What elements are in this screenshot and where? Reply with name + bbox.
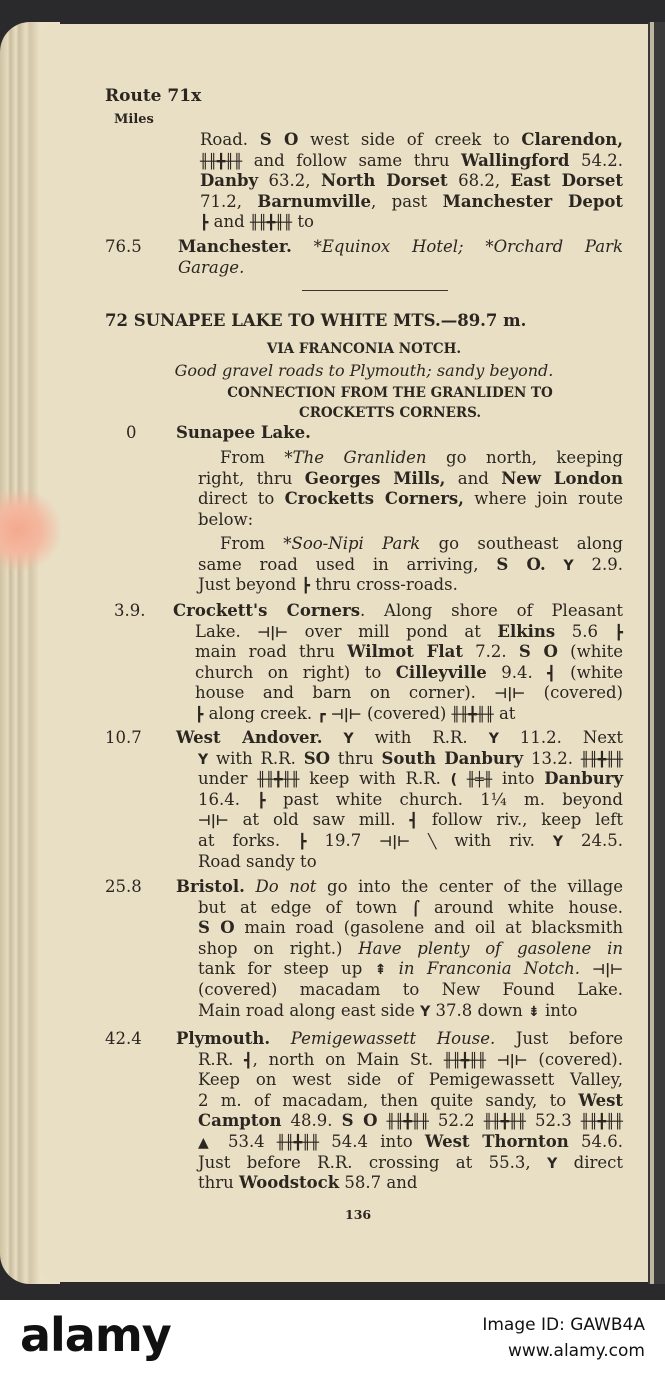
text-segment: 2.9. [573,554,623,574]
text-segment: main road thru [195,642,348,662]
route-symbol-icon: ╫╫╋╫╫ [386,1114,429,1131]
text-segment: Plymouth. [176,1029,271,1048]
route-symbol-icon: ╫╫╋╫╫ [276,1134,320,1151]
text-line [198,1091,623,1112]
text-line [178,237,623,258]
text-segment: S O [198,918,235,938]
text-line [198,980,623,1001]
text-segment: under [198,769,258,789]
text-segment [322,728,343,747]
text-line [176,877,623,898]
text-segment: at forks. [198,830,299,850]
text-segment: S O. [496,554,546,574]
text-segment: in Franconia Notch. [386,959,580,979]
text-segment: Crocketts Corners, [284,489,464,509]
watermark-bar [0,1300,665,1390]
text-segment [410,831,428,850]
text-line [200,192,623,213]
text-line [198,1070,623,1091]
connection-line-1: CONNECTION FROM THE GRANLIDEN TO [227,385,553,401]
text-segment: Woodstock [239,1173,340,1193]
text-segment: South Danbury [381,748,524,768]
text-line [198,918,623,939]
text-segment: 54.6. [568,1131,623,1151]
text-segment: Wallingford [461,150,570,170]
text-segment: Main road along east side [198,1000,421,1020]
section-via: VIA FRANCONIA NOTCH. [266,341,462,357]
text-line [198,852,623,873]
entry-bristol [176,877,623,1021]
route-symbol-icon: ╫╪╫ [466,772,493,789]
text-segment: 19.7 [306,830,380,850]
text-line [198,831,623,852]
mileage: 25.8 [105,877,142,896]
route-heading: Route 71x [105,86,202,106]
text-line [178,258,623,279]
text-segment: 5.6 [555,621,615,641]
text-segment: thru cross-roads. [310,575,458,595]
route-symbol-icon: ⌠ [411,900,420,917]
mileage: 3.9. [114,601,146,620]
route-symbol-icon: ┏ [317,706,326,723]
route-symbol-icon: ⊣|⊢ [379,833,410,850]
text-segment: 58.7 and [339,1173,418,1193]
route-symbol-icon: ⊣|⊢ [198,813,229,830]
text-segment: and [208,212,250,232]
text-segment: 24.5. [563,830,623,850]
text-segment: New London [501,468,623,488]
text-segment: go north, keeping [426,448,623,467]
sunapee-paragraph-2 [198,534,623,596]
text-segment: S O [518,642,558,662]
text-line [198,555,623,576]
text-segment: (covered). [527,1049,623,1069]
text-segment: direct to [198,489,285,509]
watermark-url: www.alamy.com [507,1341,645,1361]
text-segment: west side of creek to [298,130,522,149]
text-segment [378,1111,387,1130]
text-segment: Crockett's Corners [173,601,360,620]
text-segment: S O [341,1111,378,1131]
text-segment: , north on Main St. [252,1049,444,1069]
text-line [198,898,623,919]
text-line [198,489,623,510]
text-segment: Wilmot Flat [347,642,463,662]
route-symbol-icon: ( [450,772,458,789]
text-segment: 68.2, [447,171,511,191]
text-segment: but at edge of town [198,897,412,917]
text-segment [546,555,564,574]
text-segment: 54.4 into [319,1131,425,1151]
text-segment: at [493,703,516,723]
text-segment: Just before [495,1029,623,1048]
text-segment: into [539,1000,578,1020]
entry-manchester [178,237,623,278]
text-segment: thru [329,748,382,768]
text-line [198,790,623,811]
text-segment: into [492,769,545,789]
route-symbol-icon: ╫╫╋╫╫ [249,215,293,232]
text-segment: (covered) [525,683,623,703]
text-segment: S O [259,130,299,149]
route-symbol-icon: ┣ [257,792,266,809]
text-segment: Danby [200,171,259,191]
text-segment: North Dorset [320,171,448,191]
text-segment: Campton [198,1111,282,1131]
route-symbol-icon: ╫╫╋╫╫ [443,1052,487,1069]
text-segment: *Equinox Hotel; *Orchard Park [313,237,623,256]
text-segment: Road sandy to [198,851,317,871]
route-symbol-icon: Y [343,731,354,747]
connection-line-2: CROCKETTS CORNERS. [298,405,482,421]
text-segment: Just before R.R. crossing at 55.3, [198,1152,548,1172]
mileage: 10.7 [105,728,142,747]
entry-crocketts-corners [173,601,623,725]
route-symbol-icon: ╫╫╋╫╫ [451,706,494,723]
text-segment: Danbury [544,769,624,789]
top-paragraph [200,130,623,233]
text-segment: Pemigewassett House. [290,1029,496,1048]
text-line [198,510,623,531]
text-segment: 11.2. Next [498,728,624,747]
text-segment: From * [220,534,292,553]
route-symbol-icon: ⊣|⊢ [331,706,362,723]
text-segment: over mill pond at [288,621,498,641]
text-segment: go southeast along [420,534,623,553]
mileage: 42.4 [105,1029,142,1048]
route-symbol-icon: ╫╫╋╫╫ [483,1114,526,1131]
text-line [200,212,623,233]
text-line [198,769,623,790]
text-segment: to [292,212,314,232]
route-symbol-icon: Y [488,731,499,747]
text-line [200,130,623,151]
text-segment: 53.4 [215,1131,277,1151]
text-segment [245,877,256,896]
text-line [198,749,623,770]
route-symbol-icon: ┫ [547,665,556,682]
text-segment: West [578,1090,623,1110]
route-symbol-icon: ▲ [198,1134,216,1151]
text-line [198,939,623,960]
text-segment: Have plenty of gasolene in [358,938,624,958]
text-segment: 63.2, [258,171,321,191]
text-segment: , past [371,191,443,211]
text-segment: along creek. [203,703,318,723]
text-segment: Elkins [497,621,556,641]
text-line [198,534,623,555]
text-segment: with riv. [436,830,553,850]
route-symbol-icon: Y [552,833,563,850]
miles-label: Miles [114,112,154,127]
image-id: Image ID: GAWB4A [482,1315,645,1335]
text-line [200,151,623,172]
text-segment: (white [555,662,623,682]
text-segment: 52.3 [525,1111,581,1131]
text-segment: Georges Mills, [304,468,446,488]
text-line [198,1111,623,1132]
watermark-logo: alamy [20,1308,171,1362]
route-symbol-icon: ⊣|⊢ [257,624,289,641]
text-segment: house and barn on corner). [195,683,495,703]
text-segment: keep with R.R. [299,769,451,789]
route-symbol-icon: Y [547,1155,558,1172]
route-symbol-icon: Y [420,1003,431,1020]
text-line [198,1132,623,1153]
text-line [195,663,623,684]
text-segment: Do not [255,877,317,896]
mileage: 0 [126,423,137,442]
text-line [198,469,623,490]
route-symbol-icon: ┣ [301,578,311,595]
text-segment: below: [198,509,254,529]
text-segment: Road. [200,130,260,149]
text-segment: 16.4. [198,789,258,809]
text-segment: (covered) macadam to New Found Lake. [198,979,623,999]
text-segment: Soo-Nipi Park [291,534,421,553]
text-segment: Barnumville [257,191,372,211]
text-segment: church on right) to [195,662,396,682]
text-segment: R.R. [198,1049,245,1069]
text-segment: main road (gasolene and oil at blacksmith [234,918,623,938]
text-line [198,1153,623,1174]
text-segment: Keep on west side of Pemigewassett Valley, [198,1070,623,1090]
text-segment: same road used in arriving, [198,554,497,574]
text-segment: tank for steep up [198,959,375,979]
text-segment: (covered) [361,703,452,723]
text-segment [457,769,467,788]
text-segment: around white house. [419,897,623,917]
text-segment: with R.R. [353,728,489,747]
route-symbol-icon: ╫╫╋╫╫ [257,772,300,789]
text-segment: thru [198,1173,240,1193]
text-segment: Cilleyville [395,662,487,682]
text-segment: with R.R. [208,748,304,768]
section-title: 72 SUNAPEE LAKE TO WHITE MTS.—89.7 m. [105,311,527,330]
text-segment: go into the center of the village [316,877,623,896]
text-line [173,601,623,622]
route-symbol-icon: ┫ [244,1052,253,1069]
route-symbol-icon: ⇟ [527,1003,540,1020]
route-symbol-icon: ⊣|⊢ [494,686,526,703]
book-spine [648,22,665,1284]
text-segment: right, thru [198,468,305,488]
route-symbol-icon: ┣ [614,624,623,641]
sunapee-title: Sunapee Lake. [176,423,311,442]
route-symbol-icon: ┫ [409,813,418,830]
watermark-info [482,1312,645,1364]
text-segment: follow riv., keep left [417,810,623,830]
text-line [195,622,623,643]
route-symbol-icon: Y [563,557,574,574]
text-segment: 13.2. [523,748,581,768]
text-segment [580,959,592,978]
route-symbol-icon: ┣ [200,215,209,232]
route-symbol-icon: ⊣|⊢ [496,1052,528,1069]
route-symbol-icon: ╫╫╋╫╫ [200,153,243,170]
entry-west-andover [176,728,623,872]
route-symbol-icon: ┣ [298,833,307,850]
text-line [195,683,623,704]
text-segment: 7.2. [462,642,519,662]
text-segment: West Andover. [176,728,323,747]
text-segment: Garage. [178,257,245,277]
text-line [198,959,623,980]
route-symbol-icon: ⊣|⊢ [592,962,624,979]
sunapee-paragraph-1 [198,448,623,530]
text-line [198,575,623,596]
route-symbol-icon: Y [198,751,209,768]
text-line [198,810,623,831]
text-segment: 2 m. of macadam, then quite sandy, to [198,1090,579,1110]
text-segment: 52.2 [428,1111,484,1131]
text-segment: 9.4. [486,662,548,682]
text-segment: direct [557,1152,623,1172]
section-divider [302,290,448,291]
text-line [195,704,623,725]
text-segment: East Dorset [510,171,623,191]
text-segment [292,237,314,256]
text-segment [270,1029,291,1048]
text-segment: Manchester. [178,237,292,256]
text-segment: The Granliden [292,448,427,467]
text-segment: (white [557,642,623,662]
route-symbol-icon: ╫╫╋╫╫ [580,751,623,768]
text-segment: at old saw mill. [228,810,410,830]
text-segment: West Thornton [424,1131,569,1151]
text-segment: 37.8 down [430,1000,528,1020]
text-segment [486,1050,497,1069]
text-segment: and [445,468,502,488]
text-line [198,1001,623,1022]
text-line [198,1173,623,1194]
text-segment: . Along shore of Pleasant [360,601,623,620]
text-segment: where join route [463,489,624,509]
text-segment: Bristol. [176,877,245,896]
text-segment: past white church. 1¼ m. beyond [265,789,623,809]
text-line [176,728,623,749]
route-symbol-icon: ╲ [428,833,437,850]
section-note: Good gravel roads to Plymouth; sandy beyond. [174,361,554,380]
route-symbol-icon: ⇞ [374,962,387,979]
text-segment: From * [220,448,293,467]
text-line [198,448,623,469]
text-segment: Manchester Depot [442,191,624,211]
text-segment: and follow same thru [242,150,462,170]
text-segment: Lake. [195,621,258,641]
text-segment: 54.2. [569,150,624,170]
thumb-index-tab [0,490,60,570]
entry-plymouth [176,1029,623,1194]
text-line [176,1029,623,1050]
text-line [195,642,623,663]
text-segment: 71.2, [200,191,258,211]
text-segment: 48.9. [281,1111,342,1131]
text-segment: Clarendon, [521,130,623,149]
route-symbol-icon: ┣ [195,706,204,723]
text-segment: SO [303,748,330,768]
text-line [198,1050,623,1071]
mileage: 76.5 [105,237,142,256]
route-symbol-icon: ╫╫╋╫╫ [580,1114,623,1131]
page-number: 136 [345,1207,372,1222]
text-segment: Just beyond [198,575,302,595]
text-line [200,171,623,192]
text-segment: shop on right.) [198,938,359,958]
